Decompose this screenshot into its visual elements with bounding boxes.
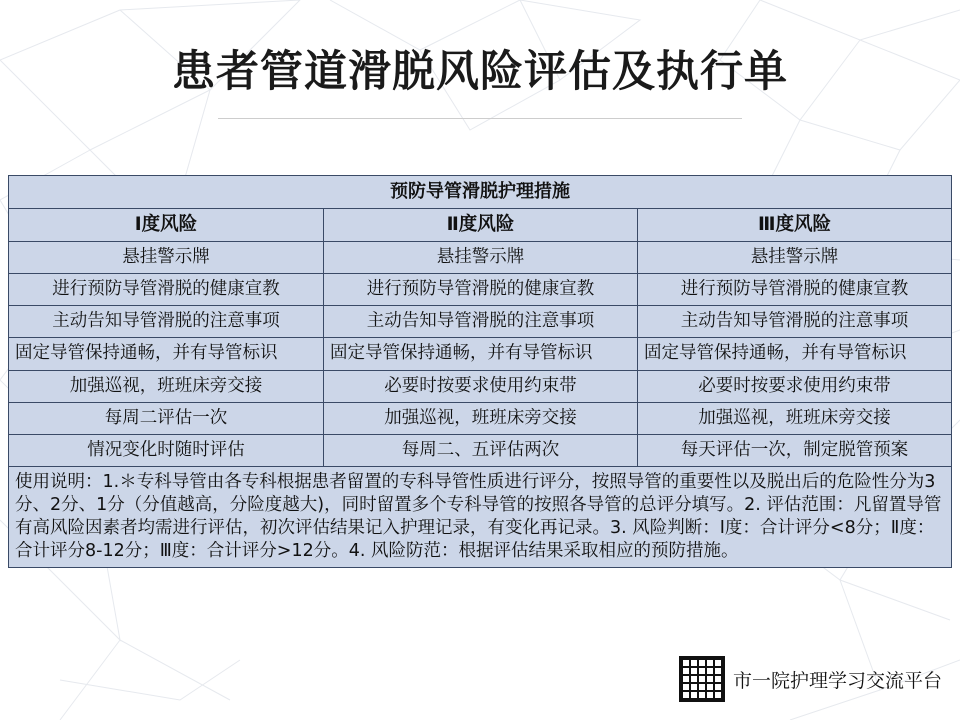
table-row <box>9 402 952 434</box>
table-column-row <box>9 208 952 241</box>
table-row <box>9 274 952 306</box>
cell-r0-c0: 悬挂警示牌 <box>9 242 324 274</box>
qr-code-icon <box>679 656 725 702</box>
cell-r0-c2: 悬挂警示牌 <box>637 242 951 274</box>
cell-r0-c1: 悬挂警示牌 <box>323 242 637 274</box>
table-title-cell: 预防导管滑脱护理措施 <box>9 176 952 209</box>
cell-r4-c1: 必要时按要求使用约束带 <box>323 370 637 402</box>
cell-r1-c1: 进行预防导管滑脱的健康宣教 <box>323 274 637 306</box>
cell-r3-c1: 固定导管保持通畅，并有导管标识 <box>323 338 637 370</box>
cell-r1-c2: 进行预防导管滑脱的健康宣教 <box>637 274 951 306</box>
cell-r2-c2: 主动告知导管滑脱的注意事项 <box>637 306 951 338</box>
cell-r6-c1: 每周二、五评估两次 <box>323 434 637 466</box>
cell-r5-c2: 加强巡视，班班床旁交接 <box>637 402 951 434</box>
cell-r1-c0: 进行预防导管滑脱的健康宣教 <box>9 274 324 306</box>
cell-r5-c1: 加强巡视，班班床旁交接 <box>323 402 637 434</box>
table-row <box>9 306 952 338</box>
cell-r4-c0: 加强巡视，班班床旁交接 <box>9 370 324 402</box>
column-header-grade-1: Ⅰ度风险 <box>9 208 324 241</box>
table-row <box>9 434 952 466</box>
table-row <box>9 338 952 370</box>
footer-account-badge <box>679 656 942 702</box>
measures-table <box>8 175 952 568</box>
cell-r3-c0: 固定导管保持通畅，并有导管标识 <box>9 338 324 370</box>
cell-r5-c0: 每周二评估一次 <box>9 402 324 434</box>
cell-r6-c0: 情况变化时随时评估 <box>9 434 324 466</box>
account-name: 市一院护理学习交流平台 <box>732 669 942 692</box>
title-divider <box>218 118 742 119</box>
column-header-grade-2: Ⅱ度风险 <box>323 208 637 241</box>
table-note-row <box>9 466 952 567</box>
cell-r3-c2: 固定导管保持通畅，并有导管标识 <box>637 338 951 370</box>
measures-table-container <box>8 175 952 568</box>
cell-r2-c0: 主动告知导管滑脱的注意事项 <box>9 306 324 338</box>
usage-note-cell: 使用说明：1.＊专科导管由各专科根据患者留置的专科导管性质进行评分，按照导管的重要性以及脱出后的危险性分为3分、2分、1分（分值越高，分险度越大)，同时留置多个专科导管的按照各导管的总评分填写。2. 评估范围：凡留置导管有高风险因素者均需进行评估，初次评估结果记入护理记录，有变化再记录。3. 风险判断：Ⅰ度：合计评分<8分；Ⅱ度：合计评分8-12分；Ⅲ度：合计评分>12分。4. 风险防范：根据评估结果采取相应的预防措施。 <box>9 466 952 567</box>
cell-r2-c1: 主动告知导管滑脱的注意事项 <box>323 306 637 338</box>
cell-r6-c2: 每天评估一次，制定脱管预案 <box>637 434 951 466</box>
page-title: 患者管道滑脱风险评估及执行单 <box>172 47 788 97</box>
cell-r4-c2: 必要时按要求使用约束带 <box>637 370 951 402</box>
column-header-grade-3: Ⅲ度风险 <box>637 208 951 241</box>
table-header-row <box>9 176 952 209</box>
table-row <box>9 370 952 402</box>
table-row <box>9 242 952 274</box>
